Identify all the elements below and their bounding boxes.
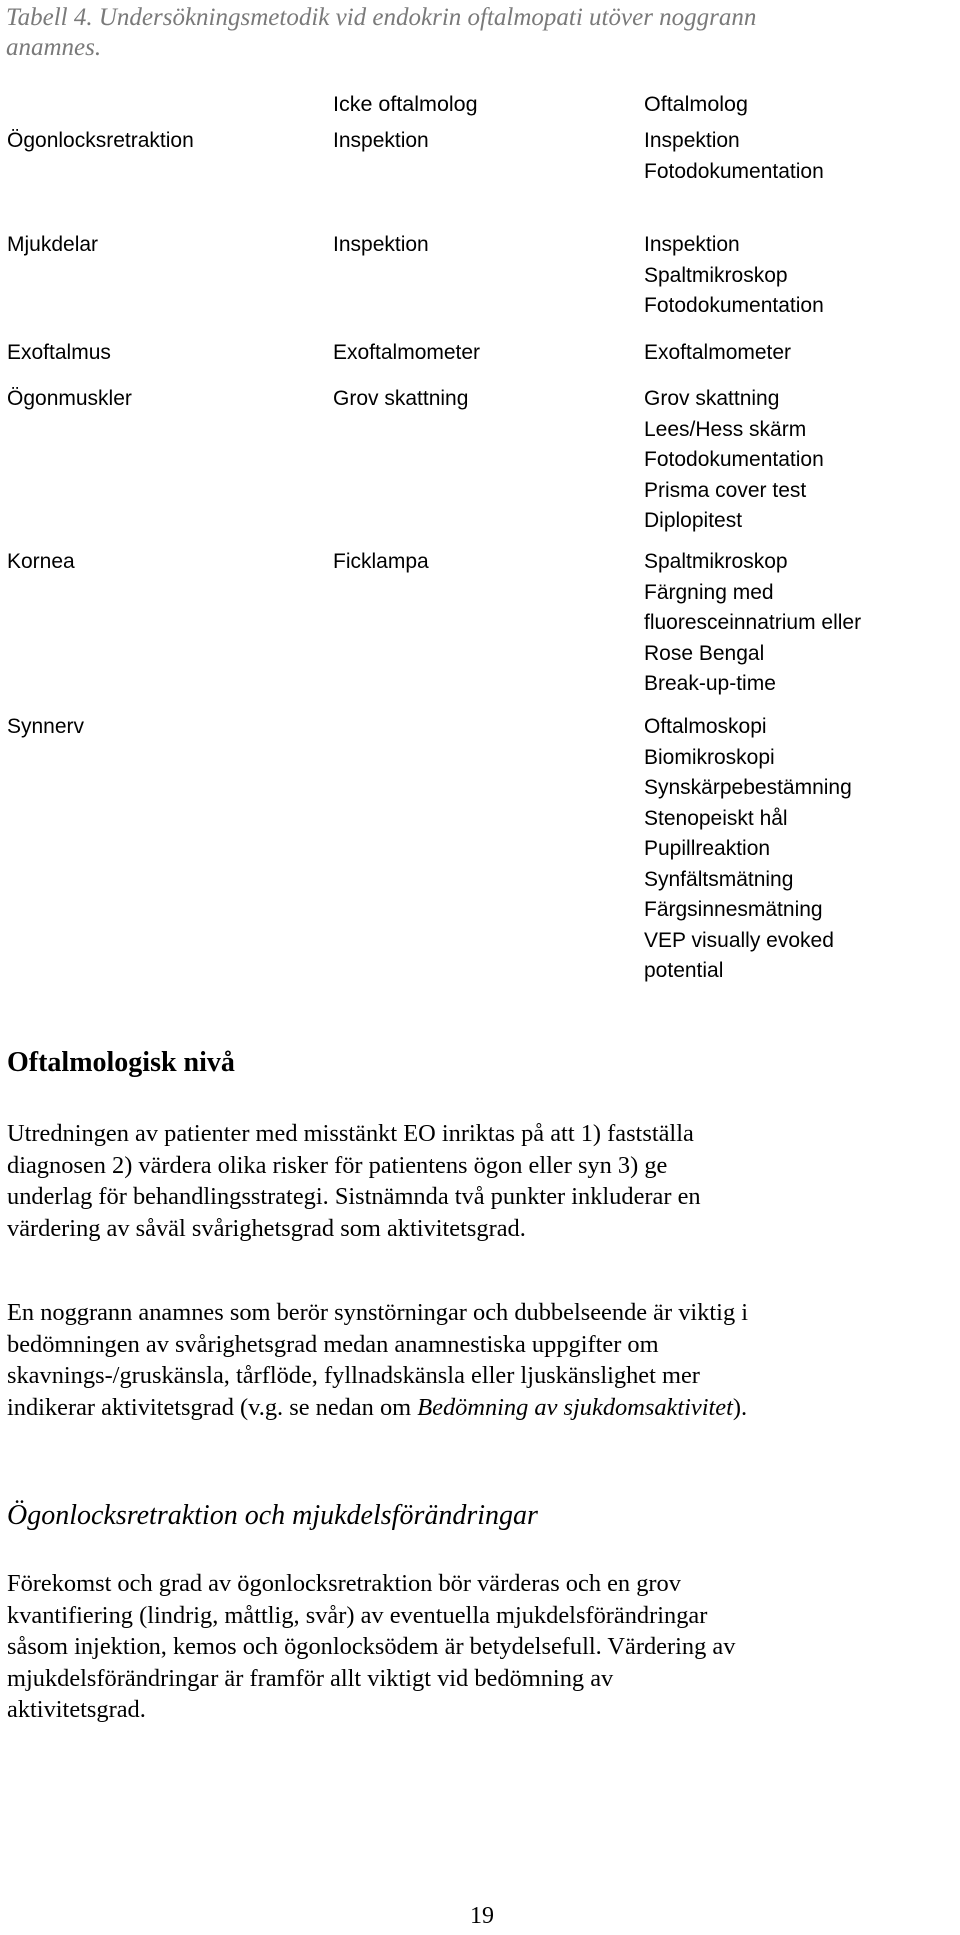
- section-heading-eyelid-retraction: Ögonlocksretraktion och mjukdelsförändringar: [7, 1500, 538, 1531]
- cell-line: Exoftalmometer: [644, 341, 792, 364]
- text-line: skavnings-/gruskänsla, tårflöde, fyllnadskänsla eller ljuskänslighet mer: [7, 1362, 700, 1389]
- paragraph-eyelid-retraction: [7, 1568, 957, 1726]
- cell-line: Grov skattning: [644, 387, 780, 410]
- cell-line: Inspektion: [644, 233, 740, 256]
- cell-line: Grov skattning: [333, 387, 469, 410]
- text-line: såsom injektion, kemos och ögonlocksödem är betydelsefull. Värdering av: [7, 1633, 736, 1660]
- cell-line: Oftalmoskopi: [644, 715, 767, 738]
- paragraph-investigation: [7, 1118, 957, 1244]
- cell-line: VEP visually evoked: [644, 928, 834, 952]
- non-ophthalmologist-cell: [333, 126, 429, 157]
- cell-line: Färgning med: [644, 580, 774, 604]
- cell-line: Synfältsmätning: [644, 867, 794, 891]
- page-number: 19: [470, 1903, 494, 1929]
- text-line: värdering av såväl svårighetsgrad som aktivitetsgrad.: [7, 1214, 526, 1242]
- ophthalmologist-cell: [644, 712, 852, 987]
- cell-line: fluoresceinnatrium eller: [644, 611, 862, 634]
- non-ophthalmologist-cell: [333, 338, 480, 369]
- column-header-non-ophthalmologist: Icke oftalmolog: [333, 92, 478, 116]
- column-header-ophthalmologist: Oftalmolog: [644, 92, 748, 116]
- row-label: Synnerv: [7, 715, 85, 738]
- text-segment: indikerar aktivitetsgrad (v.g. se nedan om: [7, 1393, 418, 1421]
- cell-line: Break-up-time: [644, 672, 776, 695]
- text-line: kvantifiering (lindrig, måttlig, svår) av eventuella mjukdelsförändringar: [7, 1601, 708, 1629]
- non-ophthalmologist-cell: [333, 384, 468, 415]
- row-label: Ögonlocksretraktion: [7, 129, 194, 152]
- cell-line: Spaltmikroskop: [644, 550, 788, 573]
- text-segment: ).: [732, 1393, 748, 1421]
- ophthalmologist-cell: [644, 126, 824, 187]
- ophthalmologist-cell: [644, 547, 861, 700]
- paragraph-anamnesis: [7, 1297, 957, 1423]
- cell-line: Biomikroskopi: [644, 745, 775, 769]
- cell-line: Synskärpebestämning: [644, 776, 852, 799]
- cell-line: Diplopitest: [644, 509, 743, 532]
- text-line: diagnosen 2) värdera olika risker för patientens ögon eller syn 3) ge: [7, 1151, 668, 1179]
- section-heading-ophthalmologic-level: Oftalmologisk nivå: [7, 1047, 235, 1078]
- cell-line: Lees/Hess skärm: [644, 417, 807, 441]
- cell-line: Ficklampa: [333, 550, 429, 573]
- ophthalmologist-cell: [644, 230, 824, 322]
- text-line: mjukdelsförändringar är framför allt viktigt vid bedömning av: [7, 1664, 614, 1692]
- non-ophthalmologist-cell: [333, 230, 429, 261]
- text-line: Utredningen av patienter med misstänkt EO inriktas på att 1) fastställa: [7, 1120, 694, 1147]
- row-label: Ögonmuskler: [7, 387, 132, 410]
- row-label: Mjukdelar: [7, 233, 99, 256]
- cell-line: Inspektion: [333, 233, 429, 256]
- cell-line: Färgsinnesmätning: [644, 898, 823, 921]
- text-line: Förekomst och grad av ögonlocksretraktion bör värderas och en grov: [7, 1570, 681, 1597]
- cell-line: Stenopeiskt hål: [644, 806, 788, 830]
- text-line: [7, 1392, 957, 1424]
- text-line: underlag för behandlingsstrategi. Sistnämnda två punkter inkluderar en: [7, 1183, 701, 1210]
- non-ophthalmologist-cell: [333, 547, 429, 578]
- text-line: En noggrann anamnes som berör synstörningar och dubbelseende är viktig i: [7, 1299, 749, 1326]
- row-label: Exoftalmus: [7, 341, 111, 364]
- text-line: bedömningen av svårighetsgrad medan anamnestiska uppgifter om: [7, 1330, 659, 1358]
- row-label: Kornea: [7, 550, 75, 573]
- table-caption-line-1: Tabell 4. Undersökningsmetodik vid endokrin oftalmopati utöver noggrann: [6, 4, 757, 31]
- cell-line: Fotodokumentation: [644, 448, 824, 471]
- cell-line: Inspektion: [333, 129, 429, 152]
- cell-line: Exoftalmometer: [333, 341, 481, 364]
- cell-line: Rose Bengal: [644, 641, 765, 665]
- ophthalmologist-cell: [644, 338, 791, 369]
- table-caption-line-2: anamnes.: [6, 34, 102, 61]
- text-line: aktivitetsgrad.: [7, 1696, 146, 1723]
- ophthalmologist-cell: [644, 384, 824, 537]
- cell-line: Spaltmikroskop: [644, 263, 788, 287]
- cell-line: Prisma cover test: [644, 478, 807, 502]
- cross-reference-italic: Bedömning av sjukdomsaktivitet: [417, 1393, 733, 1421]
- cell-line: Pupillreaktion: [644, 837, 771, 860]
- cell-line: Inspektion: [644, 129, 740, 152]
- cell-line: Fotodokumentation: [644, 159, 824, 183]
- cell-line: potential: [644, 959, 724, 982]
- cell-line: Fotodokumentation: [644, 294, 824, 317]
